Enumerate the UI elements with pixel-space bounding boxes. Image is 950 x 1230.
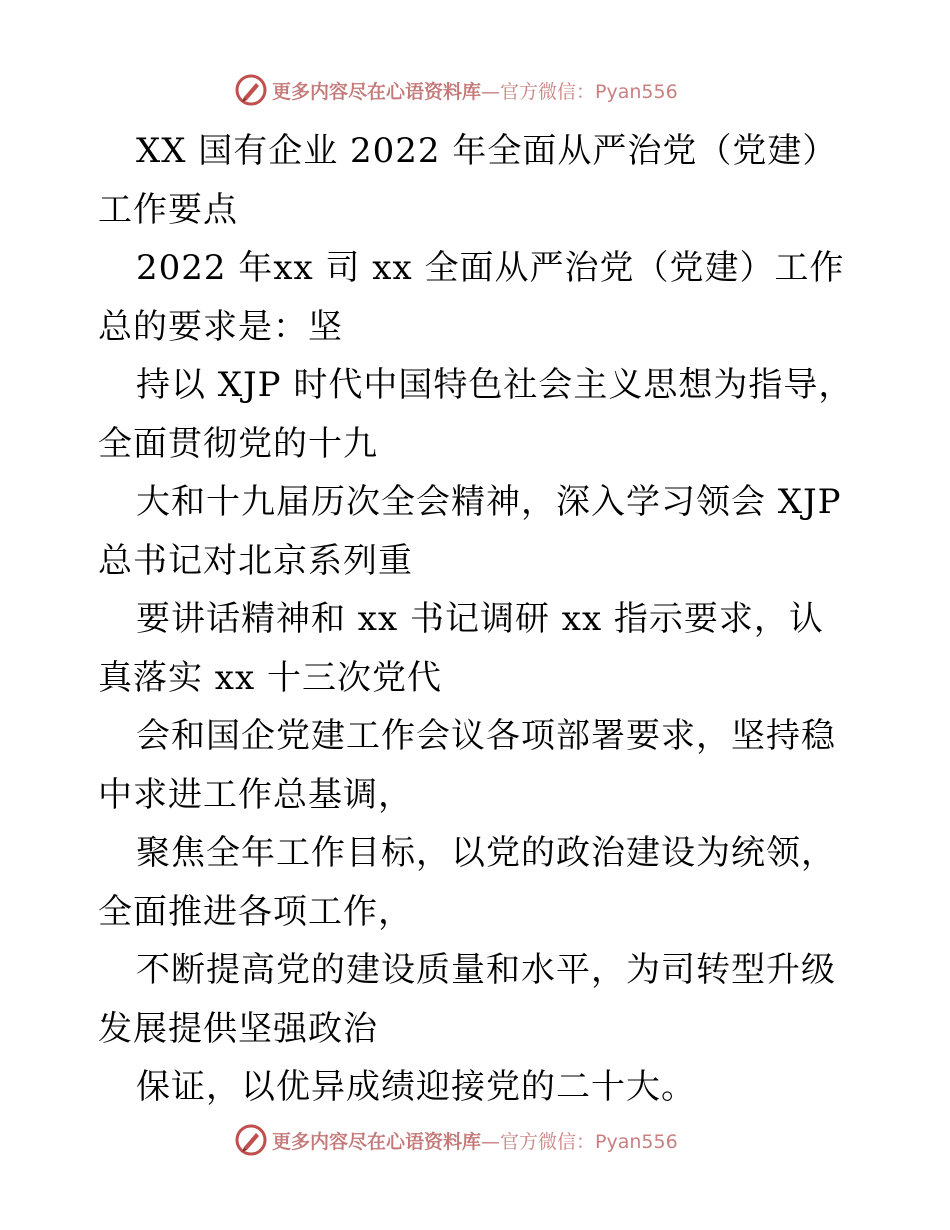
watermark-text: 更多内容尽在心语资料库—官方微信：Pyan556 [272, 1130, 678, 1153]
paragraph: 不断提高党的建设质量和水平，为司转型升级发展提供坚强政治 [98, 950, 836, 1049]
paragraph: 聚焦全年工作目标，以党的政治建设为统领，全面推进各项工作， [98, 833, 836, 932]
document-body [98, 122, 858, 1117]
pen-logo-icon [234, 73, 268, 107]
paragraph: 会和国企党建工作会议各项部署要求，坚持稳中求进工作总基调， [98, 716, 836, 815]
footer-watermark [234, 1120, 678, 1160]
paragraph-title: XX 国有企业 2022 年全面从严治党（党建）工作要点 [98, 131, 838, 230]
paragraph: 持以 XJP 时代中国特色社会主义思想为指导，全面贯彻党的十九 [98, 365, 854, 464]
paragraph: 要讲话精神和 xx 书记调研 xx 指示要求，认真落实 xx 十三次党代 [98, 599, 824, 698]
paragraph: 保证，以优异成绩迎接党的二十大。 [136, 1067, 696, 1107]
header-watermark [234, 70, 678, 110]
pen-logo-icon [234, 1123, 268, 1157]
paragraph: 2022 年xx 司 xx 全面从严治党（党建）工作总的要求是：坚 [98, 248, 845, 347]
watermark-text: 更多内容尽在心语资料库—官方微信：Pyan556 [272, 80, 678, 103]
paragraph: 大和十九届历次全会精神，深入学习领会 XJP 总书记对北京系列重 [98, 482, 842, 581]
